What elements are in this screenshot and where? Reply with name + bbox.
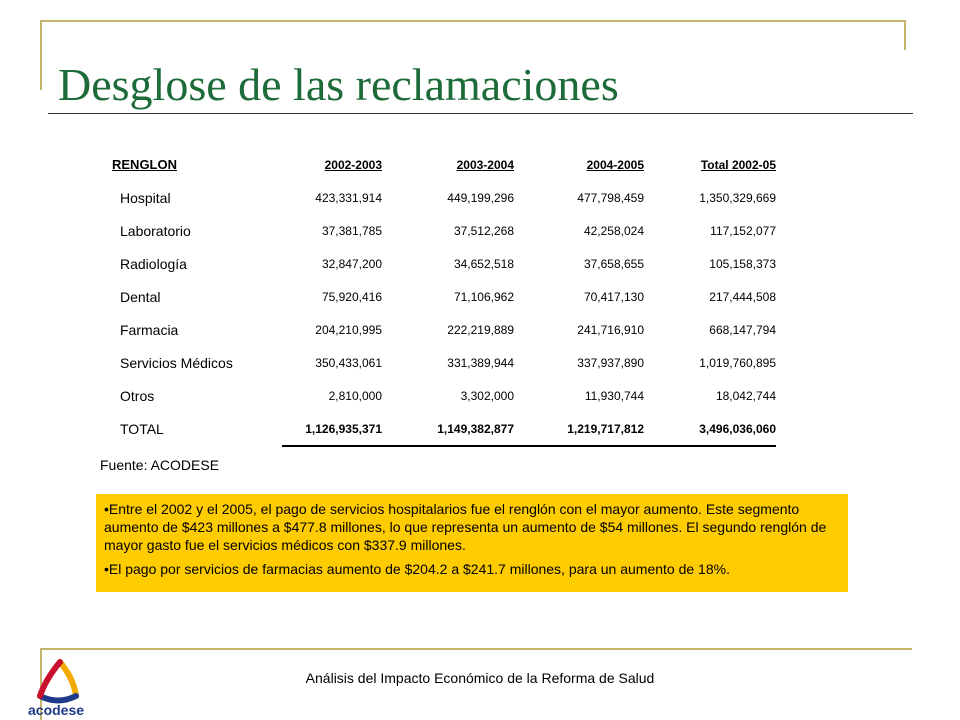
cell-value: 204,210,995 [315,322,382,337]
cell-value: 241,716,910 [577,322,644,337]
cell-value: 105,158,373 [709,256,776,271]
row-label: Radiología [120,255,187,272]
header-2002-2003: 2002-2003 [324,157,382,172]
cell-value: 117,152,077 [710,223,776,238]
footer-caption: Análisis del Impacto Económico de la Reforma de Salud [305,670,655,686]
frame-line-left [40,20,42,90]
header-2004-2005: 2004-2005 [586,157,644,172]
cell-value: 1,219,717,812 [514,412,644,446]
row-label: Farmacia [120,321,179,338]
slide-title: Desglose de las reclamaciones [58,59,619,110]
cell-value: 37,512,268 [453,223,514,238]
table-row [112,280,776,313]
table-row [112,181,776,214]
cell-value: 331,389,944 [447,355,514,370]
cell-value: 217,444,508 [709,289,776,304]
claims-table [112,148,776,447]
row-label: TOTAL [120,421,164,437]
note-paragraph: •El pago por servicios de farmacias aumento de $204.2 a $241.7 millones, para un aumento de 18%. [104,561,730,577]
table-row [112,379,776,412]
highlight-notes-box [96,494,848,592]
cell-value: 18,042,744 [715,388,776,403]
footer-line [40,648,912,650]
table-row [112,214,776,247]
note-paragraph: •Entre el 2002 y el 2005, el pago de servicios hospitalarios fue el renglón con el mayor aumento. Este segmento aumento de $423 millones a $477.8 millones, lo que representa un aumento de $54 millones. El segundo renglón de mayor gasto fue el servicios médicos con $337.9 millones. [104,501,827,553]
cell-value: 1,149,382,877 [382,412,514,446]
cell-value: 2,810,000 [328,388,382,403]
source-note: Fuente: ACODESE [100,457,220,473]
cell-value: 477,798,459 [577,190,644,205]
cell-value: 71,106,962 [453,289,514,304]
title-underline [48,113,913,114]
cell-value: 3,496,036,060 [644,412,776,446]
row-label: Servicios Médicos [120,354,233,371]
table-row [112,247,776,280]
row-label: Dental [120,288,161,305]
header-2003-2004: 2003-2004 [456,157,514,172]
cell-value: 34,652,518 [453,256,514,271]
cell-value: 37,658,655 [583,256,644,271]
cell-value: 1,350,329,669 [699,190,776,205]
logo-wordmark: acodese [28,702,85,718]
cell-value: 222,219,889 [447,322,514,337]
cell-value: 449,199,296 [447,190,514,205]
cell-value: 668,147,794 [709,322,776,337]
cell-value: 32,847,200 [321,256,382,271]
table-row [112,313,776,346]
frame-line-right [904,20,906,50]
table-row [112,346,776,379]
table-total-row [112,412,776,446]
cell-value: 37,381,785 [321,223,382,238]
header-total: Total 2002-05 [700,157,776,172]
row-label: Hospital [120,189,171,206]
header-renglon: RENGLON [112,157,177,172]
cell-value: 11,930,744 [584,388,644,403]
row-label: Otros [120,387,155,404]
cell-value: 423,331,914 [315,190,382,205]
frame-line-top [40,20,906,22]
cell-value: 350,433,061 [315,355,382,370]
cell-value: 1,019,760,895 [699,355,776,370]
cell-value: 337,937,890 [577,355,644,370]
cell-value: 75,920,416 [321,289,382,304]
cell-value: 70,417,130 [583,289,644,304]
cell-value: 1,126,935,371 [282,412,382,446]
table-header-row [112,148,776,181]
row-label: Laboratorio [120,222,191,239]
cell-value: 3,302,000 [460,388,514,403]
cell-value: 42,258,024 [583,223,644,238]
